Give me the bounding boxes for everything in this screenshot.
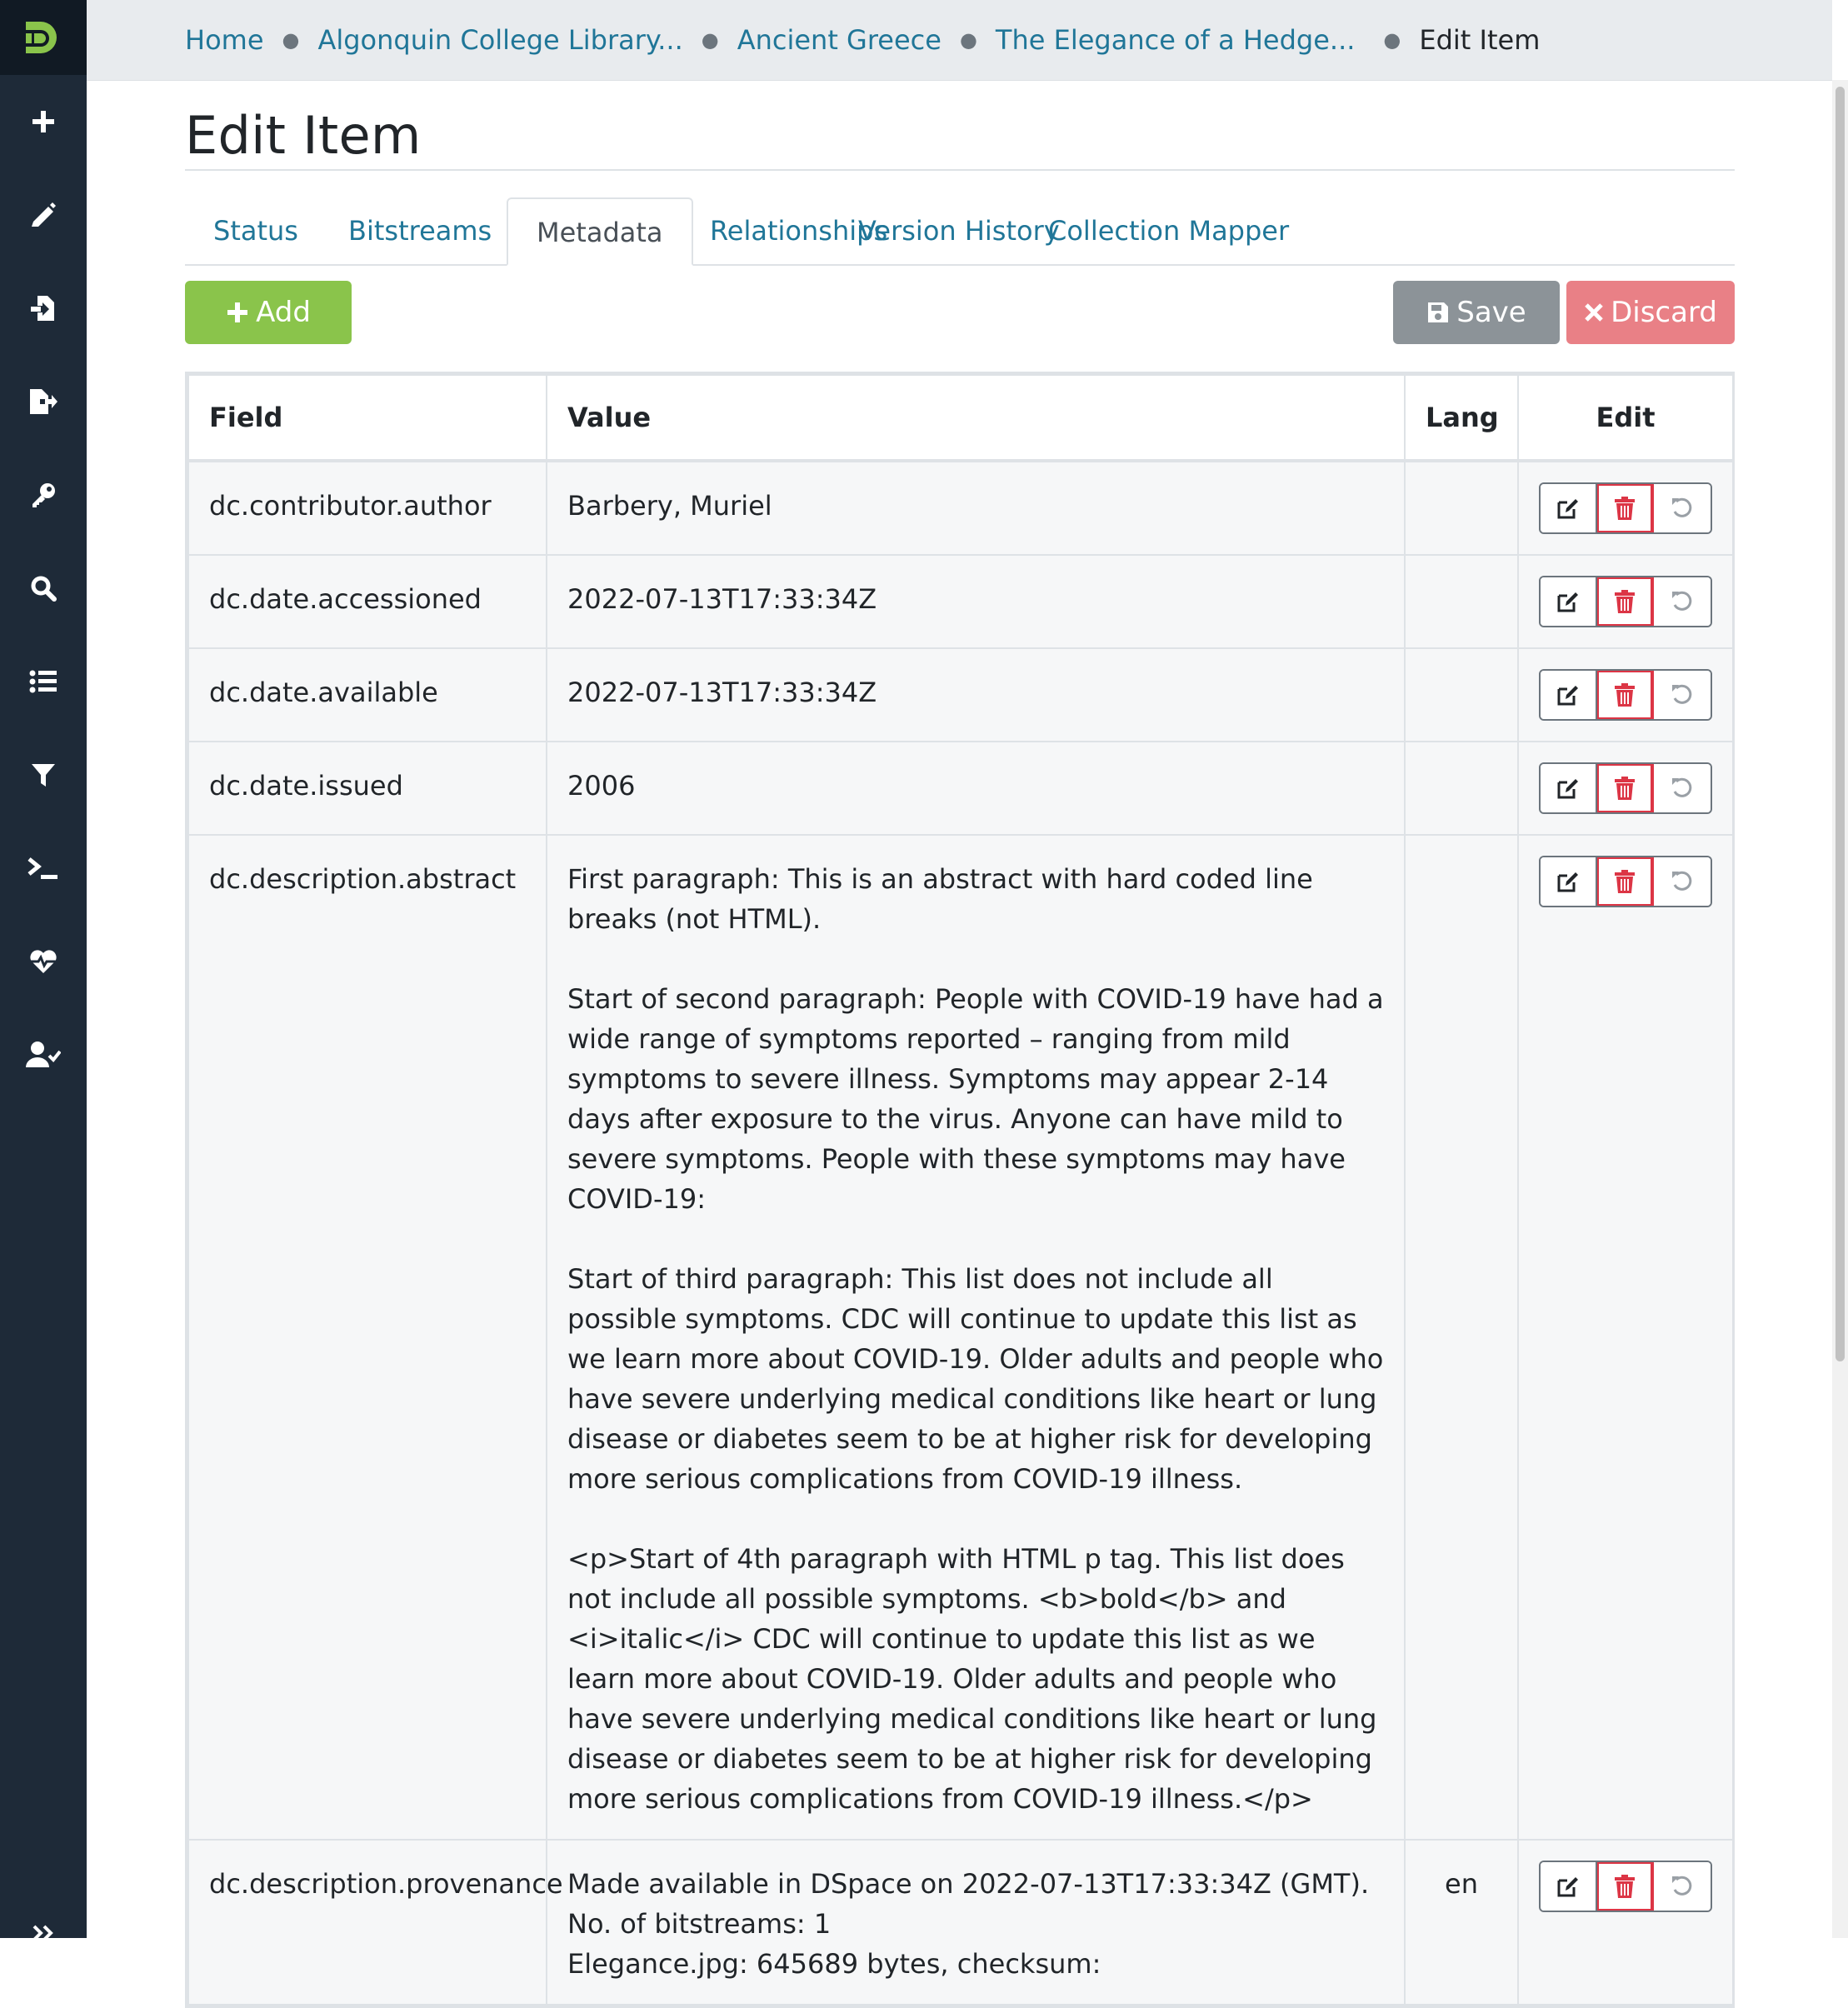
row-actions xyxy=(1518,1840,1733,2005)
pencil-icon[interactable] xyxy=(0,190,87,240)
undo-button[interactable] xyxy=(1654,1862,1711,1911)
trash-icon xyxy=(1614,776,1636,801)
tab-collection-mapper[interactable]: Collection Mapper xyxy=(1048,215,1290,247)
metadata-field: dc.date.accessioned xyxy=(188,555,547,648)
delete-button[interactable] xyxy=(1597,857,1654,906)
table-row xyxy=(188,648,1733,742)
undo-button[interactable] xyxy=(1654,484,1711,532)
edit-button-group xyxy=(1539,669,1712,721)
table-row xyxy=(188,461,1733,555)
user-check-icon[interactable] xyxy=(0,1030,87,1080)
filter-icon[interactable] xyxy=(0,750,87,800)
scrollbar-thumb[interactable] xyxy=(1836,87,1845,1361)
metadata-lang xyxy=(1405,461,1518,555)
metadata-value: 2006 xyxy=(547,742,1405,835)
tab-status[interactable]: Status xyxy=(213,215,298,247)
edit-button[interactable] xyxy=(1541,577,1597,626)
breadcrumb xyxy=(185,20,1540,60)
metadata-field: dc.contributor.author xyxy=(188,461,547,555)
save-button[interactable] xyxy=(1393,281,1560,344)
breadcrumb-home[interactable]: Home xyxy=(185,24,264,56)
metadata-value: 2022-07-13T17:33:34Z xyxy=(547,648,1405,742)
dspace-logo-icon[interactable] xyxy=(0,0,87,75)
undo-icon xyxy=(1670,682,1695,707)
breadcrumb-item[interactable]: The Elegance of a Hedge... xyxy=(995,24,1356,56)
metadata-lang xyxy=(1405,648,1518,742)
edit-icon xyxy=(1556,589,1581,614)
edit-button-group xyxy=(1539,576,1712,627)
undo-button[interactable] xyxy=(1654,857,1711,906)
metadata-value: Barbery, Muriel xyxy=(547,461,1405,555)
metadata-field: dc.date.available xyxy=(188,648,547,742)
file-import-icon[interactable] xyxy=(0,283,87,333)
trash-icon xyxy=(1614,589,1636,614)
metadata-field: dc.description.provenance xyxy=(188,1840,547,2005)
undo-icon xyxy=(1670,776,1695,801)
undo-button[interactable] xyxy=(1654,577,1711,626)
add-button[interactable] xyxy=(185,281,352,344)
tab-version-history[interactable]: Version History xyxy=(858,215,1060,247)
title-divider xyxy=(185,169,1735,171)
undo-button[interactable] xyxy=(1654,764,1711,812)
metadata-value: First paragraph: This is an abstract with hard coded line breaks (not HTML). Start of second paragraph: People with COVID-19 have had a wide range of symptoms reported – ranging from mild symptoms to severe illness. Symptoms may appear 2-14 days after exposure to the virus. Anyone can have mild to severe symptoms. People with these symptoms may have COVID-19: Start of third paragraph: This list does not include all possible symptoms. CDC will continue to update this list as we learn more about COVID-19. Older adults and people who have severe underlying medical conditions like heart or lung disease or diabetes seem to be at higher risk for developing more serious complications from COVID-19 illness. <p>Start of 4th paragraph with HTML p tag. This list does not include all possible symptoms. <b>bold</b> and <i>italic</i> CDC will continue to update this list as we learn more about COVID-19. Older adults and people who have severe underlying medical conditions like heart or lung disease or diabetes seem to be at higher risk for developing more serious complications from COVID-19 illness.</p> xyxy=(547,835,1405,1840)
trash-icon xyxy=(1614,1874,1636,1899)
main-content xyxy=(87,80,1832,1980)
table-row xyxy=(188,835,1733,1840)
table-row xyxy=(188,555,1733,648)
item-tabs xyxy=(185,197,1735,266)
breadcrumb-collection[interactable]: Ancient Greece xyxy=(737,24,941,56)
metadata-field: dc.description.abstract xyxy=(188,835,547,1840)
breadcrumb-separator: ● xyxy=(701,28,719,52)
metadata-lang xyxy=(1405,555,1518,648)
list-icon[interactable] xyxy=(0,657,87,707)
undo-button[interactable] xyxy=(1654,671,1711,719)
trash-icon xyxy=(1614,682,1636,707)
save-button-label: Save xyxy=(1456,296,1526,329)
key-icon[interactable] xyxy=(0,470,87,520)
search-icon[interactable] xyxy=(0,563,87,613)
metadata-lang xyxy=(1405,835,1518,1840)
delete-button[interactable] xyxy=(1597,484,1654,532)
column-header-value: Value xyxy=(547,375,1405,461)
delete-button[interactable] xyxy=(1597,577,1654,626)
discard-button-label: Discard xyxy=(1611,296,1717,329)
row-actions xyxy=(1518,648,1733,742)
tab-relationships[interactable]: Relationships xyxy=(710,215,888,247)
plus-icon xyxy=(226,301,249,324)
breadcrumb-bar xyxy=(87,0,1832,81)
times-icon xyxy=(1584,302,1604,322)
row-actions xyxy=(1518,461,1733,555)
delete-button[interactable] xyxy=(1597,1862,1654,1911)
delete-button[interactable] xyxy=(1597,671,1654,719)
table-header-row xyxy=(188,375,1733,461)
trash-icon xyxy=(1614,496,1636,521)
discard-button[interactable] xyxy=(1566,281,1735,344)
metadata-field: dc.date.issued xyxy=(188,742,547,835)
metadata-value: Made available in DSpace on 2022-07-13T17:33:34Z (GMT). No. of bitstreams: 1 Elegance.jpg: 645689 bytes, checksum: xyxy=(547,1840,1405,2005)
edit-icon xyxy=(1556,869,1581,894)
breadcrumb-separator: ● xyxy=(282,28,300,52)
edit-icon xyxy=(1556,496,1581,521)
file-export-icon[interactable] xyxy=(0,377,87,427)
row-actions xyxy=(1518,835,1733,1840)
metadata-table xyxy=(185,372,1735,2008)
breadcrumb-separator: ● xyxy=(1383,28,1401,52)
breadcrumb-current: Edit Item xyxy=(1419,24,1541,56)
table-row xyxy=(188,742,1733,835)
breadcrumb-separator: ● xyxy=(959,28,977,52)
trash-icon xyxy=(1614,869,1636,894)
undo-icon xyxy=(1670,496,1695,521)
add-button-label: Add xyxy=(256,296,311,329)
undo-icon xyxy=(1670,589,1695,614)
edit-button-group xyxy=(1539,762,1712,814)
column-header-field: Field xyxy=(188,375,547,461)
column-header-edit: Edit xyxy=(1518,375,1733,461)
edit-button[interactable] xyxy=(1541,764,1597,812)
heartbeat-icon[interactable] xyxy=(0,937,87,987)
row-actions xyxy=(1518,555,1733,648)
column-header-lang: Lang xyxy=(1405,375,1518,461)
edit-button-group xyxy=(1539,1861,1712,1912)
admin-sidebar xyxy=(0,0,87,1938)
metadata-lang xyxy=(1405,742,1518,835)
edit-button[interactable] xyxy=(1541,484,1597,532)
breadcrumb-community[interactable]: Algonquin College Library... xyxy=(317,24,683,56)
edit-button[interactable] xyxy=(1541,671,1597,719)
metadata-lang: en xyxy=(1405,1840,1518,2005)
undo-icon xyxy=(1670,1874,1695,1899)
undo-icon xyxy=(1670,869,1695,894)
save-icon xyxy=(1426,301,1450,324)
terminal-icon[interactable] xyxy=(0,843,87,893)
tab-bitstreams[interactable]: Bitstreams xyxy=(348,215,492,247)
edit-button[interactable] xyxy=(1541,857,1597,906)
delete-button[interactable] xyxy=(1597,764,1654,812)
edit-icon xyxy=(1556,776,1581,801)
plus-icon[interactable] xyxy=(0,97,87,147)
metadata-value: 2022-07-13T17:33:34Z xyxy=(547,555,1405,648)
edit-button[interactable] xyxy=(1541,1862,1597,1911)
edit-icon xyxy=(1556,682,1581,707)
table-row xyxy=(188,1840,1733,2005)
edit-icon xyxy=(1556,1874,1581,1899)
edit-button-group xyxy=(1539,856,1712,907)
row-actions xyxy=(1518,742,1733,835)
edit-button-group xyxy=(1539,482,1712,534)
expand-icon[interactable] xyxy=(0,1908,87,1958)
page-title: Edit Item xyxy=(185,105,422,166)
tab-metadata[interactable]: Metadata xyxy=(507,197,693,266)
